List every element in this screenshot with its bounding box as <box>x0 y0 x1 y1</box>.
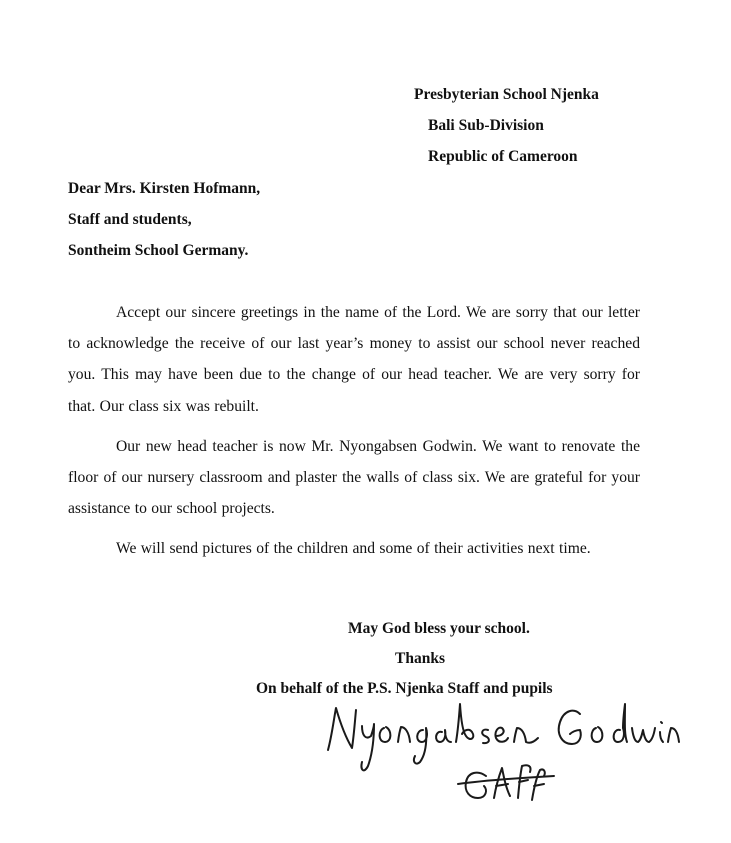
handwritten-signature <box>318 690 688 810</box>
salutation-staff: Staff and students, <box>68 211 192 228</box>
salutation-school: Sontheim School Germany. <box>68 242 249 259</box>
letter-body <box>68 297 640 574</box>
sender-subdivision: Bali Sub-Division <box>428 117 544 134</box>
sender-address <box>0 0 731 180</box>
paragraph-pictures: We will send pictures of the children and some of their activities next time. <box>116 540 591 558</box>
sender-school-name: Presbyterian School Njenka <box>414 86 599 103</box>
salutation-recipient-name: Dear Mrs. Kirsten Hofmann, <box>68 180 261 197</box>
closing-on-behalf: On behalf of the P.S. Njenka Staff and pupils <box>256 680 553 697</box>
closing-blessing: May God bless your school. <box>348 620 530 637</box>
sender-country: Republic of Cameroon <box>428 148 578 165</box>
recipient-salutation <box>68 173 260 266</box>
closing-thanks: Thanks <box>395 650 445 667</box>
paragraph-greetings: Accept our sincere greetings in the name of the Lord. We are sorry that our letter to acknowledge the receive of our last year’s money to assist our school never reached you. This may have been due to the change of our head teacher. We are very sorry for that. Our class six was rebuilt. <box>68 304 640 415</box>
paragraph-head-teacher: Our new head teacher is now Mr. Nyongabsen Godwin. We want to renovate the floor of our nursery classroom and plaster the walls of class six. We are grateful for your assistance to our school projects. <box>68 437 640 518</box>
